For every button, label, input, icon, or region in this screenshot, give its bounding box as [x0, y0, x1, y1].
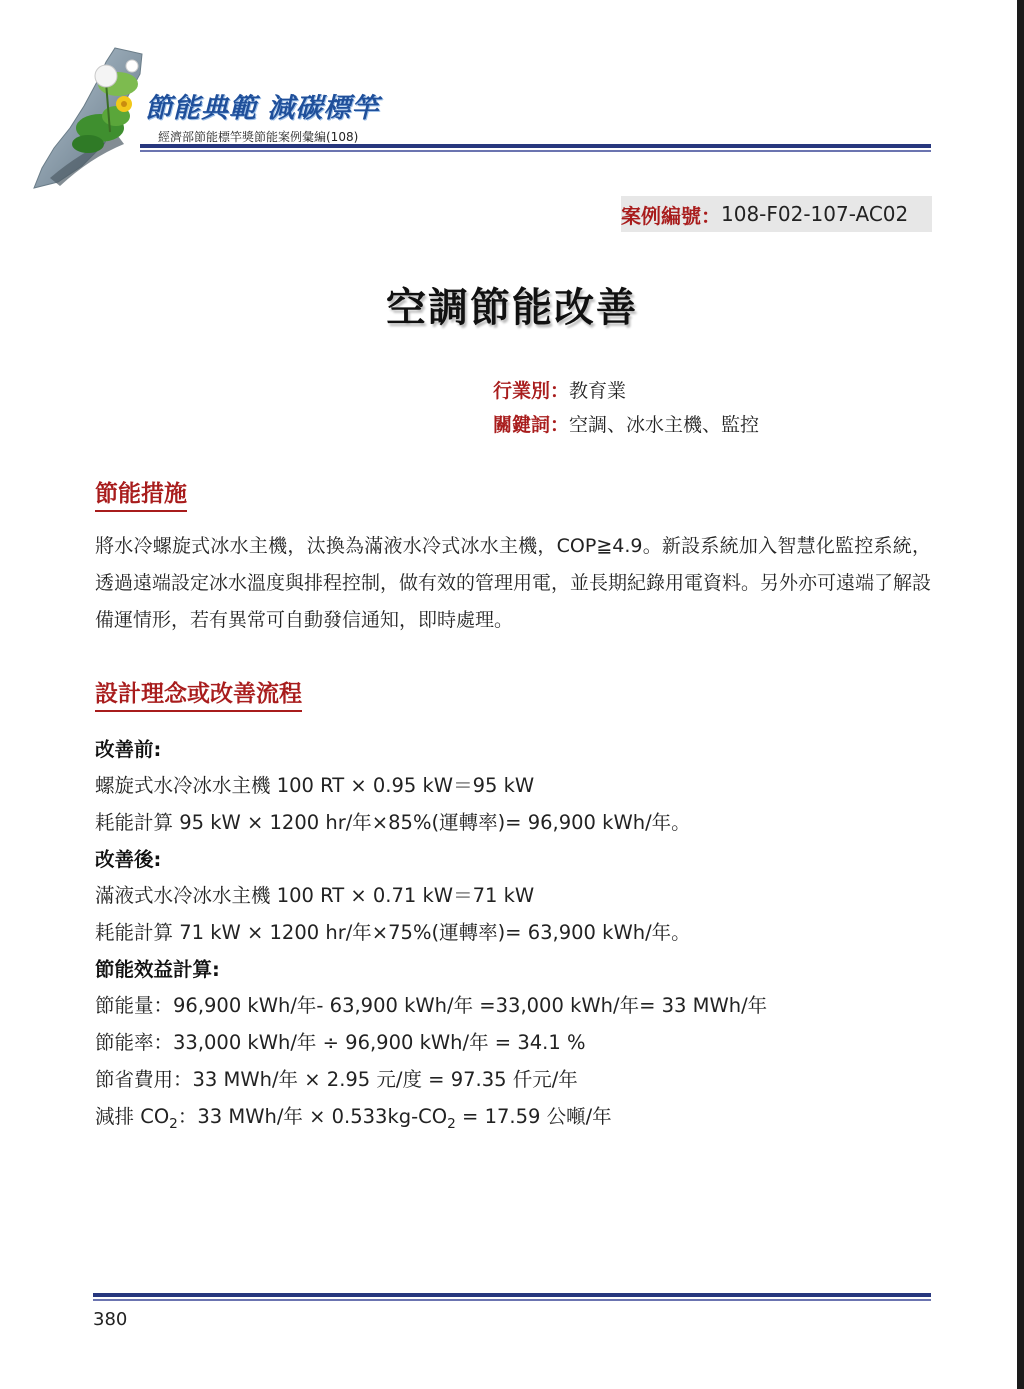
- after-line-2: 耗能計算 71 kW × 1200 hr/年×75%(運轉率)= 63,900 kWh/年。: [95, 921, 691, 944]
- keywords-row: [493, 410, 759, 437]
- page-title: 空調節能改善: [386, 285, 638, 331]
- section-heading-measures: 節能措施: [95, 475, 187, 512]
- co2-subscript: 2: [169, 1115, 178, 1132]
- before-line-2: 耗能計算 95 kW × 1200 hr/年×85%(運轉率)= 96,900 kWh/年。: [95, 811, 691, 834]
- page-edge-bar: [1017, 0, 1024, 1389]
- page-number: 380: [93, 1309, 128, 1330]
- keywords-label: 關鍵詞：: [493, 414, 570, 436]
- benefit-line-rate: 節能率：33,000 kWh/年 ÷ 96,900 kWh/年 = 34.1 %: [95, 1031, 586, 1054]
- footer-rule-thin: [93, 1299, 931, 1301]
- benefit-line-savings: 節能量：96,900 kWh/年- 63,900 kWh/年 =33,000 kWh/年= 33 MWh/年: [95, 994, 768, 1017]
- series-title: 節能典範 減碳標竿: [145, 93, 380, 124]
- footer-rule: [93, 1293, 931, 1297]
- case-number-value: 108-F02-107-AC02: [721, 202, 909, 226]
- header-rule-thin: [140, 150, 931, 152]
- co2-middle: ：33 MWh/年 × 0.533kg-CO: [177, 1105, 448, 1128]
- co2-prefix: 減排 CO: [95, 1105, 170, 1128]
- co2-subscript-2: 2: [447, 1115, 456, 1132]
- keywords-value: 空調、冰水主機、監控: [569, 414, 760, 436]
- series-subtitle: 經濟部節能標竿獎節能案例彙編(108): [158, 130, 359, 144]
- co2-suffix: = 17.59 公噸/年: [455, 1105, 612, 1128]
- after-heading: 改善後:: [95, 848, 162, 871]
- before-heading: 改善前:: [95, 738, 162, 761]
- case-number-box: [621, 196, 932, 232]
- industry-value: 教育業: [569, 380, 627, 402]
- header-rule: [140, 144, 931, 148]
- benefit-line-cost: 節省費用：33 MWh/年 × 2.95 元/度 = 97.35 仟元/年: [95, 1068, 578, 1091]
- taiwan-map-dandelion-logo: [20, 40, 160, 190]
- benefit-line-co2: [95, 1101, 612, 1132]
- after-line-1: 滿液式水冷冰水主機 100 RT × 0.71 kW＝71 kW: [95, 884, 535, 907]
- industry-row: [493, 376, 626, 403]
- section-heading-process: 設計理念或改善流程: [95, 675, 302, 712]
- industry-label: 行業別：: [493, 380, 570, 402]
- measures-paragraph: 將水冷螺旋式冰水主機，汰換為滿液水冷式冰水主機，COP≧4.9。新設系統加入智慧化監控系統，透過遠端設定冰水溫度與排程控制，做有效的管理用電，並長期紀錄用電資料。另外亦可遠端了解設備運情形，若有異常可自動發信通知，即時處理。: [95, 535, 932, 631]
- before-line-1: 螺旋式水冷冰水主機 100 RT × 0.95 kW＝95 kW: [95, 774, 535, 797]
- benefit-heading: 節能效益計算:: [95, 958, 220, 981]
- case-number-label: 案例編號：: [621, 203, 721, 228]
